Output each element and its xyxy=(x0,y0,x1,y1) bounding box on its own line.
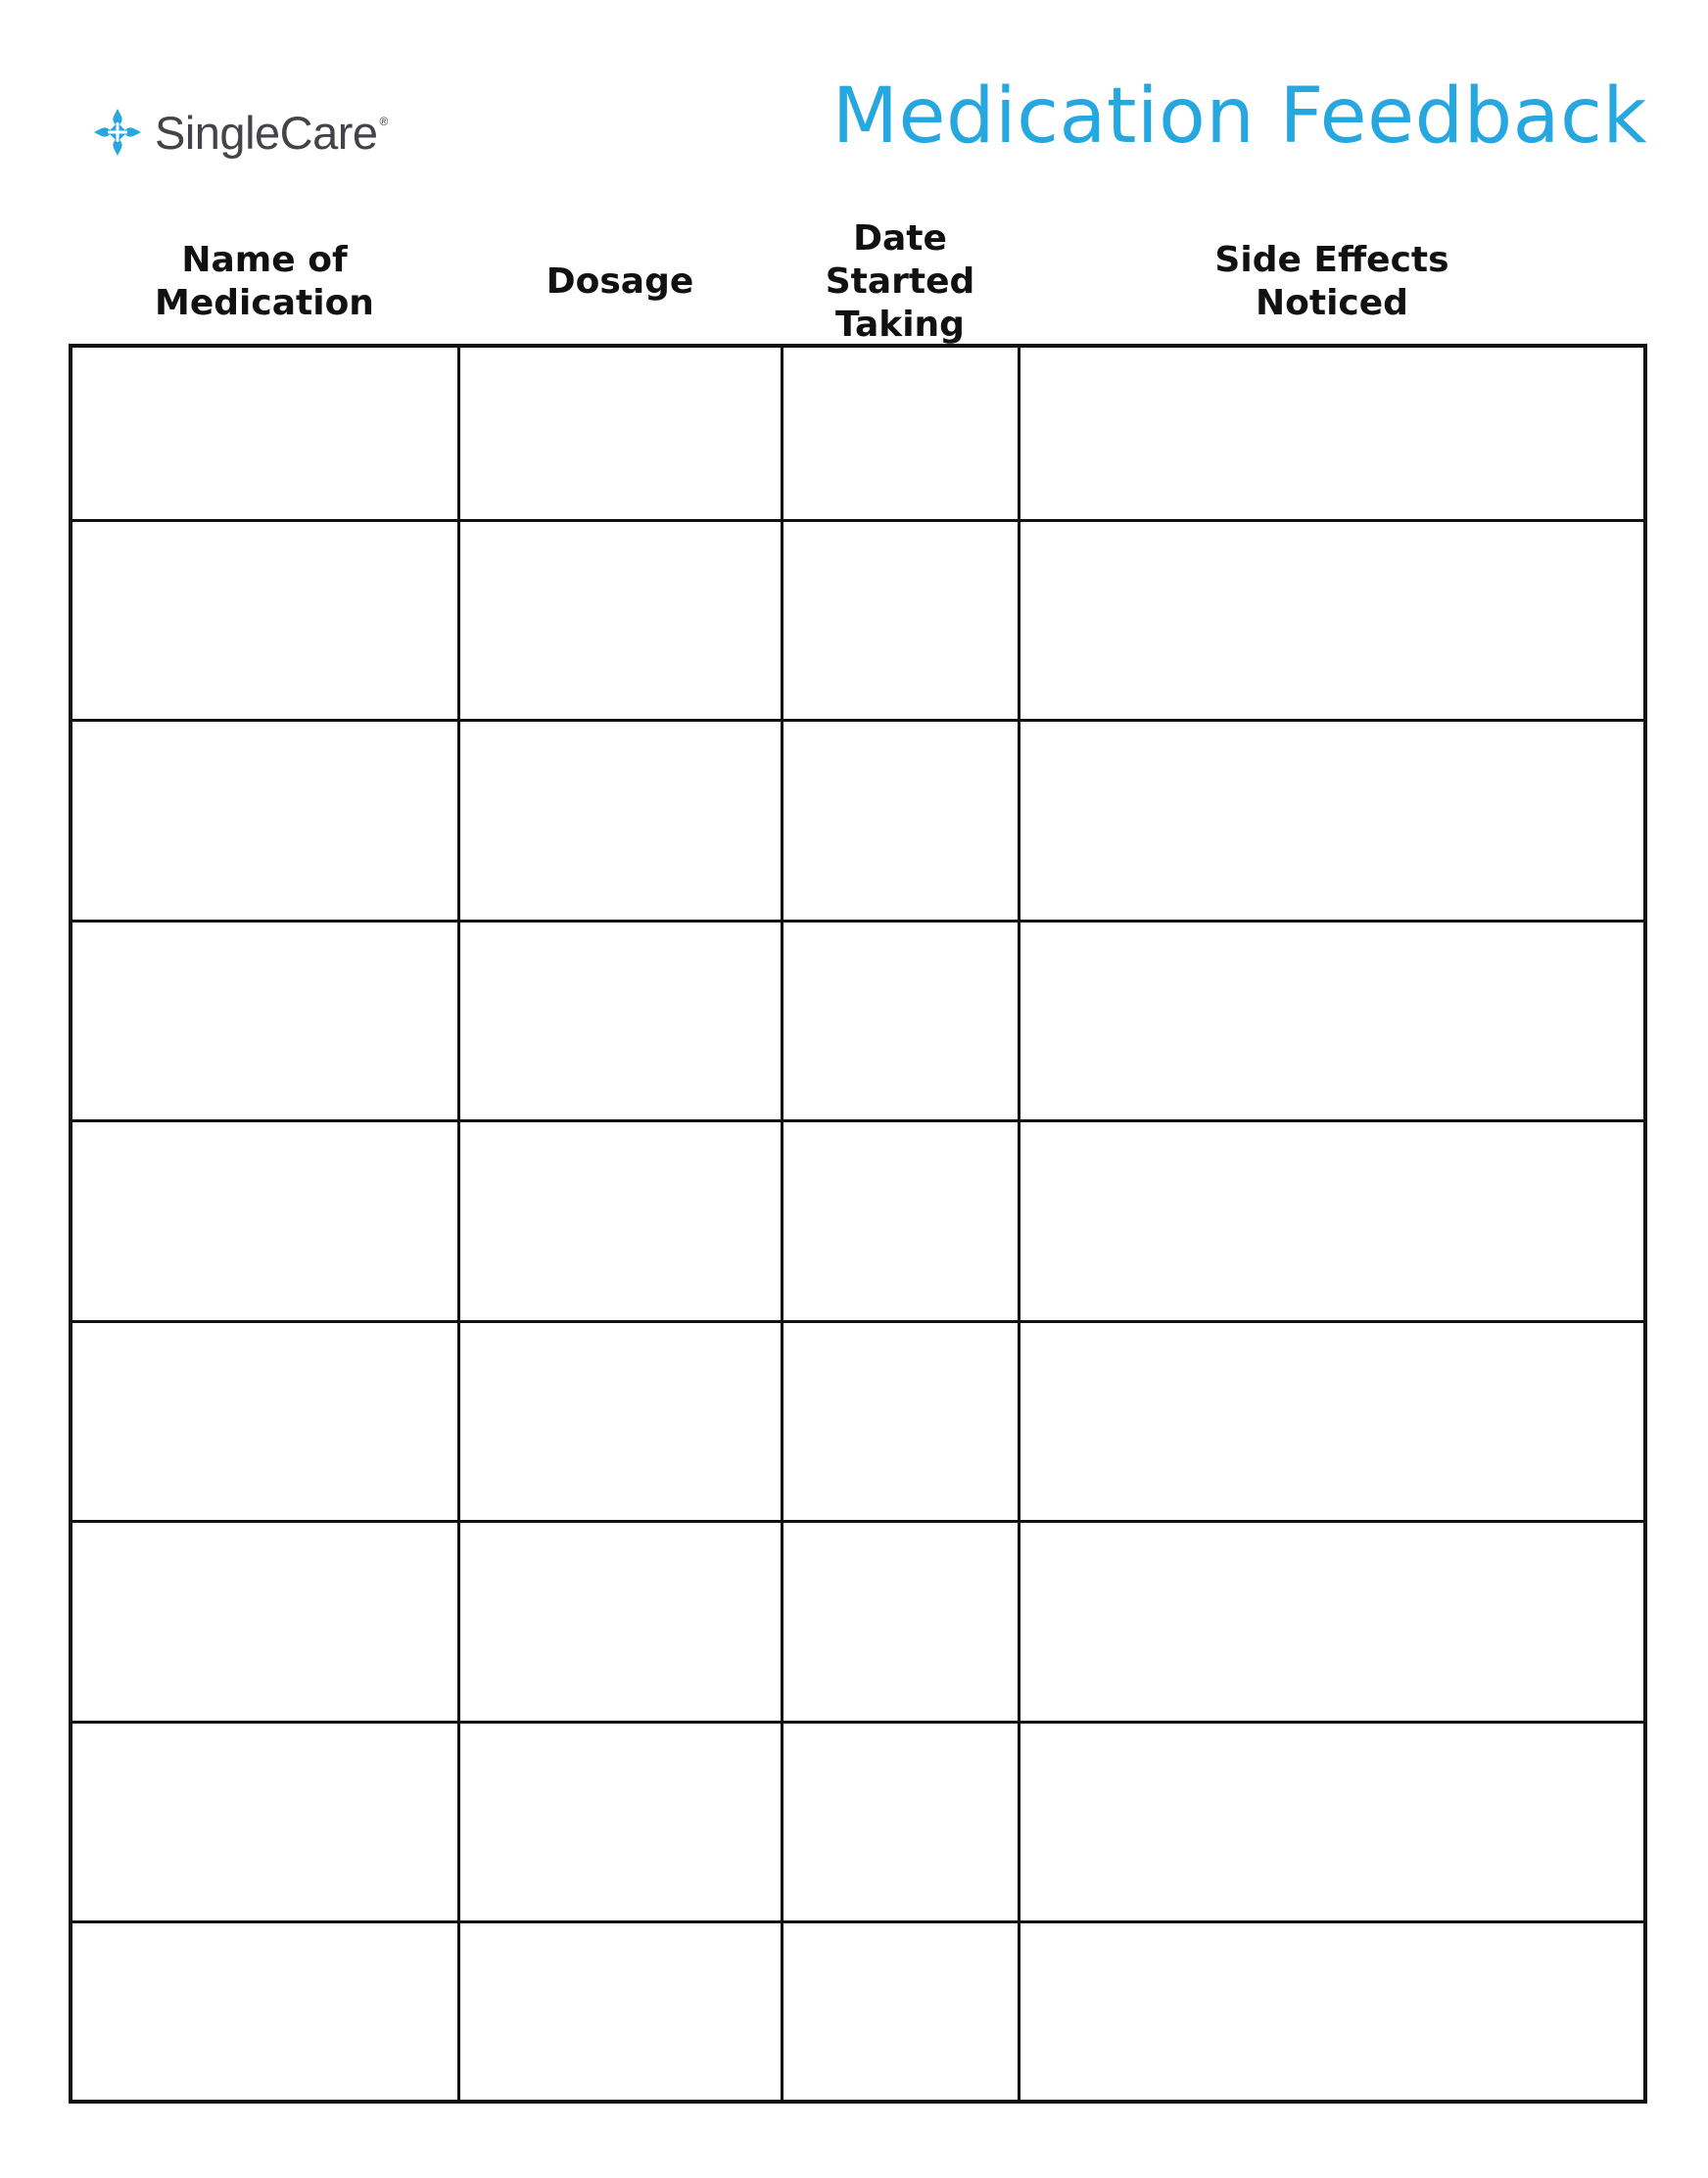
cell-dosage[interactable] xyxy=(458,1121,782,1321)
cell-date-started[interactable] xyxy=(782,721,1019,921)
column-header-line: Medication xyxy=(155,283,374,323)
singlecare-logo xyxy=(92,102,388,163)
cell-date-started[interactable] xyxy=(782,1722,1019,1921)
cell-dosage[interactable] xyxy=(458,1722,782,1921)
table-row xyxy=(71,1922,1645,2102)
column-header-line: Taking xyxy=(835,305,965,345)
column-header-medication-name xyxy=(71,235,458,329)
cell-side-effects[interactable] xyxy=(1019,1722,1645,1921)
cell-medication-name[interactable] xyxy=(71,520,458,720)
cell-date-started[interactable] xyxy=(782,346,1019,520)
brand-name: SingleCare xyxy=(155,106,378,159)
cell-medication-name[interactable] xyxy=(71,1722,458,1921)
column-header-side-effects xyxy=(1019,235,1645,329)
cell-medication-name[interactable] xyxy=(71,1321,458,1521)
cell-dosage[interactable] xyxy=(458,520,782,720)
cell-dosage[interactable] xyxy=(458,921,782,1120)
cell-side-effects[interactable] xyxy=(1019,346,1645,520)
medication-feedback-table xyxy=(69,344,1647,2104)
table-row xyxy=(71,1722,1645,1921)
cell-medication-name[interactable] xyxy=(71,1522,458,1722)
cell-date-started[interactable] xyxy=(782,1922,1019,2102)
cell-medication-name[interactable] xyxy=(71,1922,458,2102)
cell-medication-name[interactable] xyxy=(71,921,458,1120)
cell-side-effects[interactable] xyxy=(1019,1522,1645,1722)
table-body xyxy=(71,346,1645,2102)
registered-mark: ® xyxy=(379,115,389,128)
table-row xyxy=(71,1321,1645,1521)
page-title: Medication Feedback xyxy=(831,72,1647,161)
table-row xyxy=(71,1522,1645,1722)
cell-date-started[interactable] xyxy=(782,921,1019,1120)
table-row xyxy=(71,520,1645,720)
cell-date-started[interactable] xyxy=(782,1522,1019,1722)
cell-side-effects[interactable] xyxy=(1019,1321,1645,1521)
cell-dosage[interactable] xyxy=(458,721,782,921)
cell-medication-name[interactable] xyxy=(71,721,458,921)
cell-side-effects[interactable] xyxy=(1019,1922,1645,2102)
singlecare-cross-icon xyxy=(92,107,143,158)
cell-medication-name[interactable] xyxy=(71,1121,458,1321)
cell-side-effects[interactable] xyxy=(1019,921,1645,1120)
cell-dosage[interactable] xyxy=(458,1922,782,2102)
column-header-line: Dosage xyxy=(546,261,694,302)
table-row xyxy=(71,921,1645,1120)
column-header-line: Date Started xyxy=(825,218,975,302)
cell-dosage[interactable] xyxy=(458,1321,782,1521)
column-header-line: Noticed xyxy=(1256,283,1408,323)
table-row xyxy=(71,1121,1645,1321)
cell-medication-name[interactable] xyxy=(71,346,458,520)
cell-side-effects[interactable] xyxy=(1019,1121,1645,1321)
column-header-line: Side Effects xyxy=(1214,240,1449,280)
cell-side-effects[interactable] xyxy=(1019,520,1645,720)
cell-dosage[interactable] xyxy=(458,1522,782,1722)
column-header-dosage xyxy=(458,235,782,329)
table-row xyxy=(71,721,1645,921)
cell-dosage[interactable] xyxy=(458,346,782,520)
cell-side-effects[interactable] xyxy=(1019,721,1645,921)
cell-date-started[interactable] xyxy=(782,1321,1019,1521)
table-row xyxy=(71,346,1645,520)
column-header-date-started xyxy=(782,218,1019,345)
cell-date-started[interactable] xyxy=(782,1121,1019,1321)
cell-date-started[interactable] xyxy=(782,520,1019,720)
column-header-line: Name of xyxy=(181,240,348,280)
